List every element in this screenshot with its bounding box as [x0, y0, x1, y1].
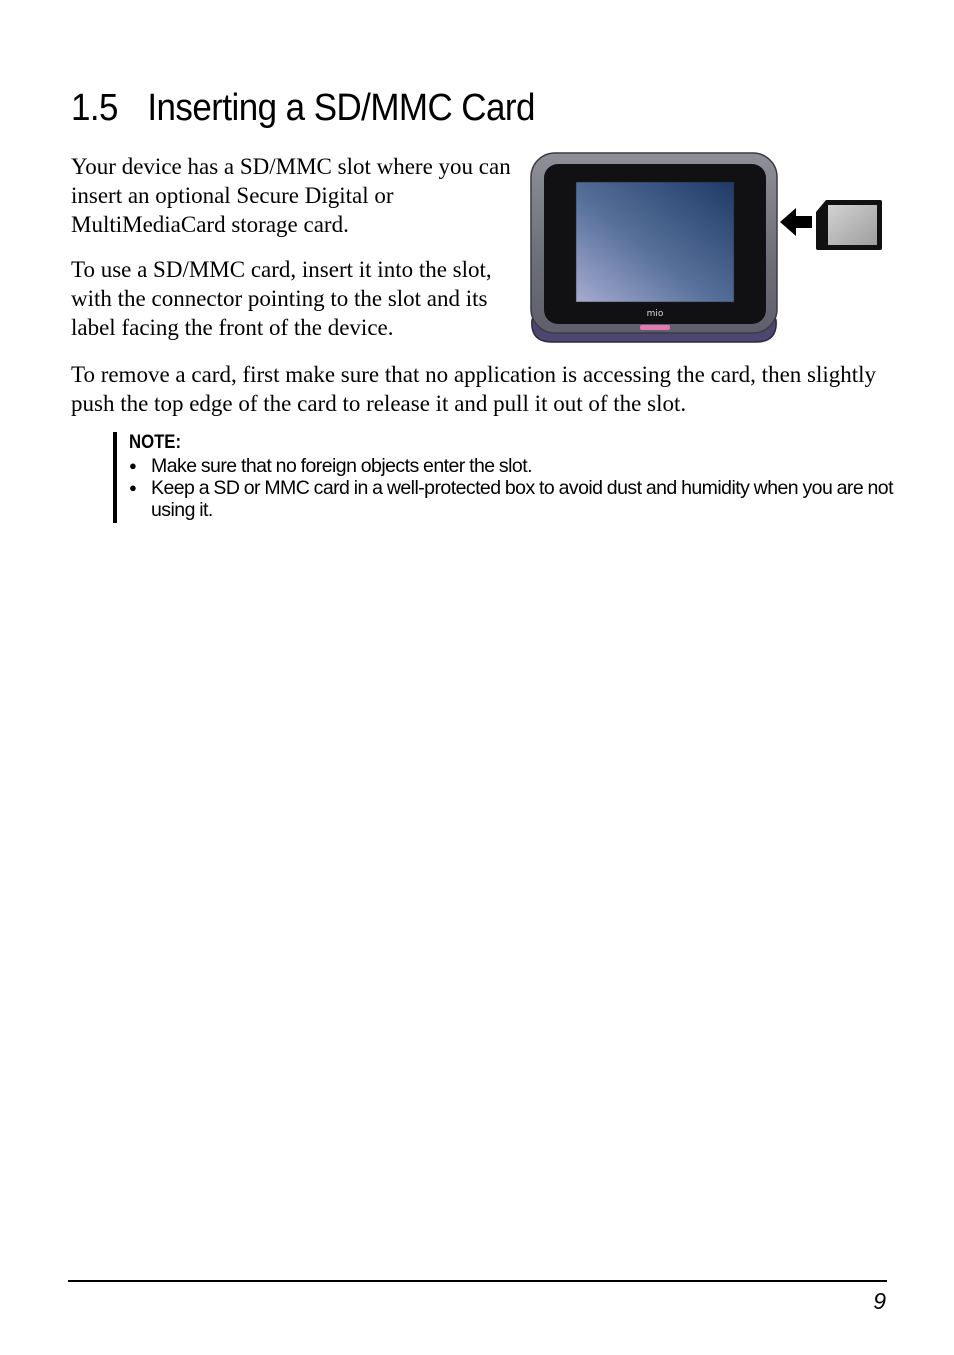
- device-card-illustration: [528, 150, 884, 346]
- intro-paragraph: Your device has a SD/MMC slot where you can insert an optional Secure Digital or MultiMediaCard storage card.: [71, 154, 511, 237]
- bullet-icon: ●: [129, 458, 137, 473]
- insert-arrow-icon: [780, 208, 812, 236]
- note-item: [129, 477, 893, 521]
- section-number: 1.5: [71, 87, 118, 129]
- footer-divider: [68, 1280, 887, 1282]
- usage-paragraph: To use a SD/MMC card, insert it into the slot, with the connector pointing to the slot and its label facing the front of the device.: [71, 257, 492, 340]
- bullet-icon: ●: [129, 480, 137, 495]
- note-item-text: Keep a SD or MMC card in a well-protected box to avoid dust and humidity when you are not using it.: [151, 477, 893, 521]
- gps-device: [531, 153, 777, 342]
- removal-paragraph: To remove a card, first make sure that no application is accessing the card, then slightly push the top edge of the card to release it and pull it out of the slot.: [71, 362, 877, 416]
- section-heading: [71, 84, 535, 132]
- sd-card-icon: [816, 200, 882, 250]
- note-list: [129, 455, 893, 521]
- section-title: Inserting a SD/MMC Card: [147, 87, 535, 129]
- note-item-text: Make sure that no foreign objects enter the slot.: [151, 455, 532, 477]
- note-box: [113, 432, 893, 523]
- page-number: 9: [873, 1288, 886, 1314]
- note-title: NOTE:: [129, 432, 182, 453]
- note-item: [129, 455, 893, 477]
- brand-logo: mio: [646, 309, 664, 319]
